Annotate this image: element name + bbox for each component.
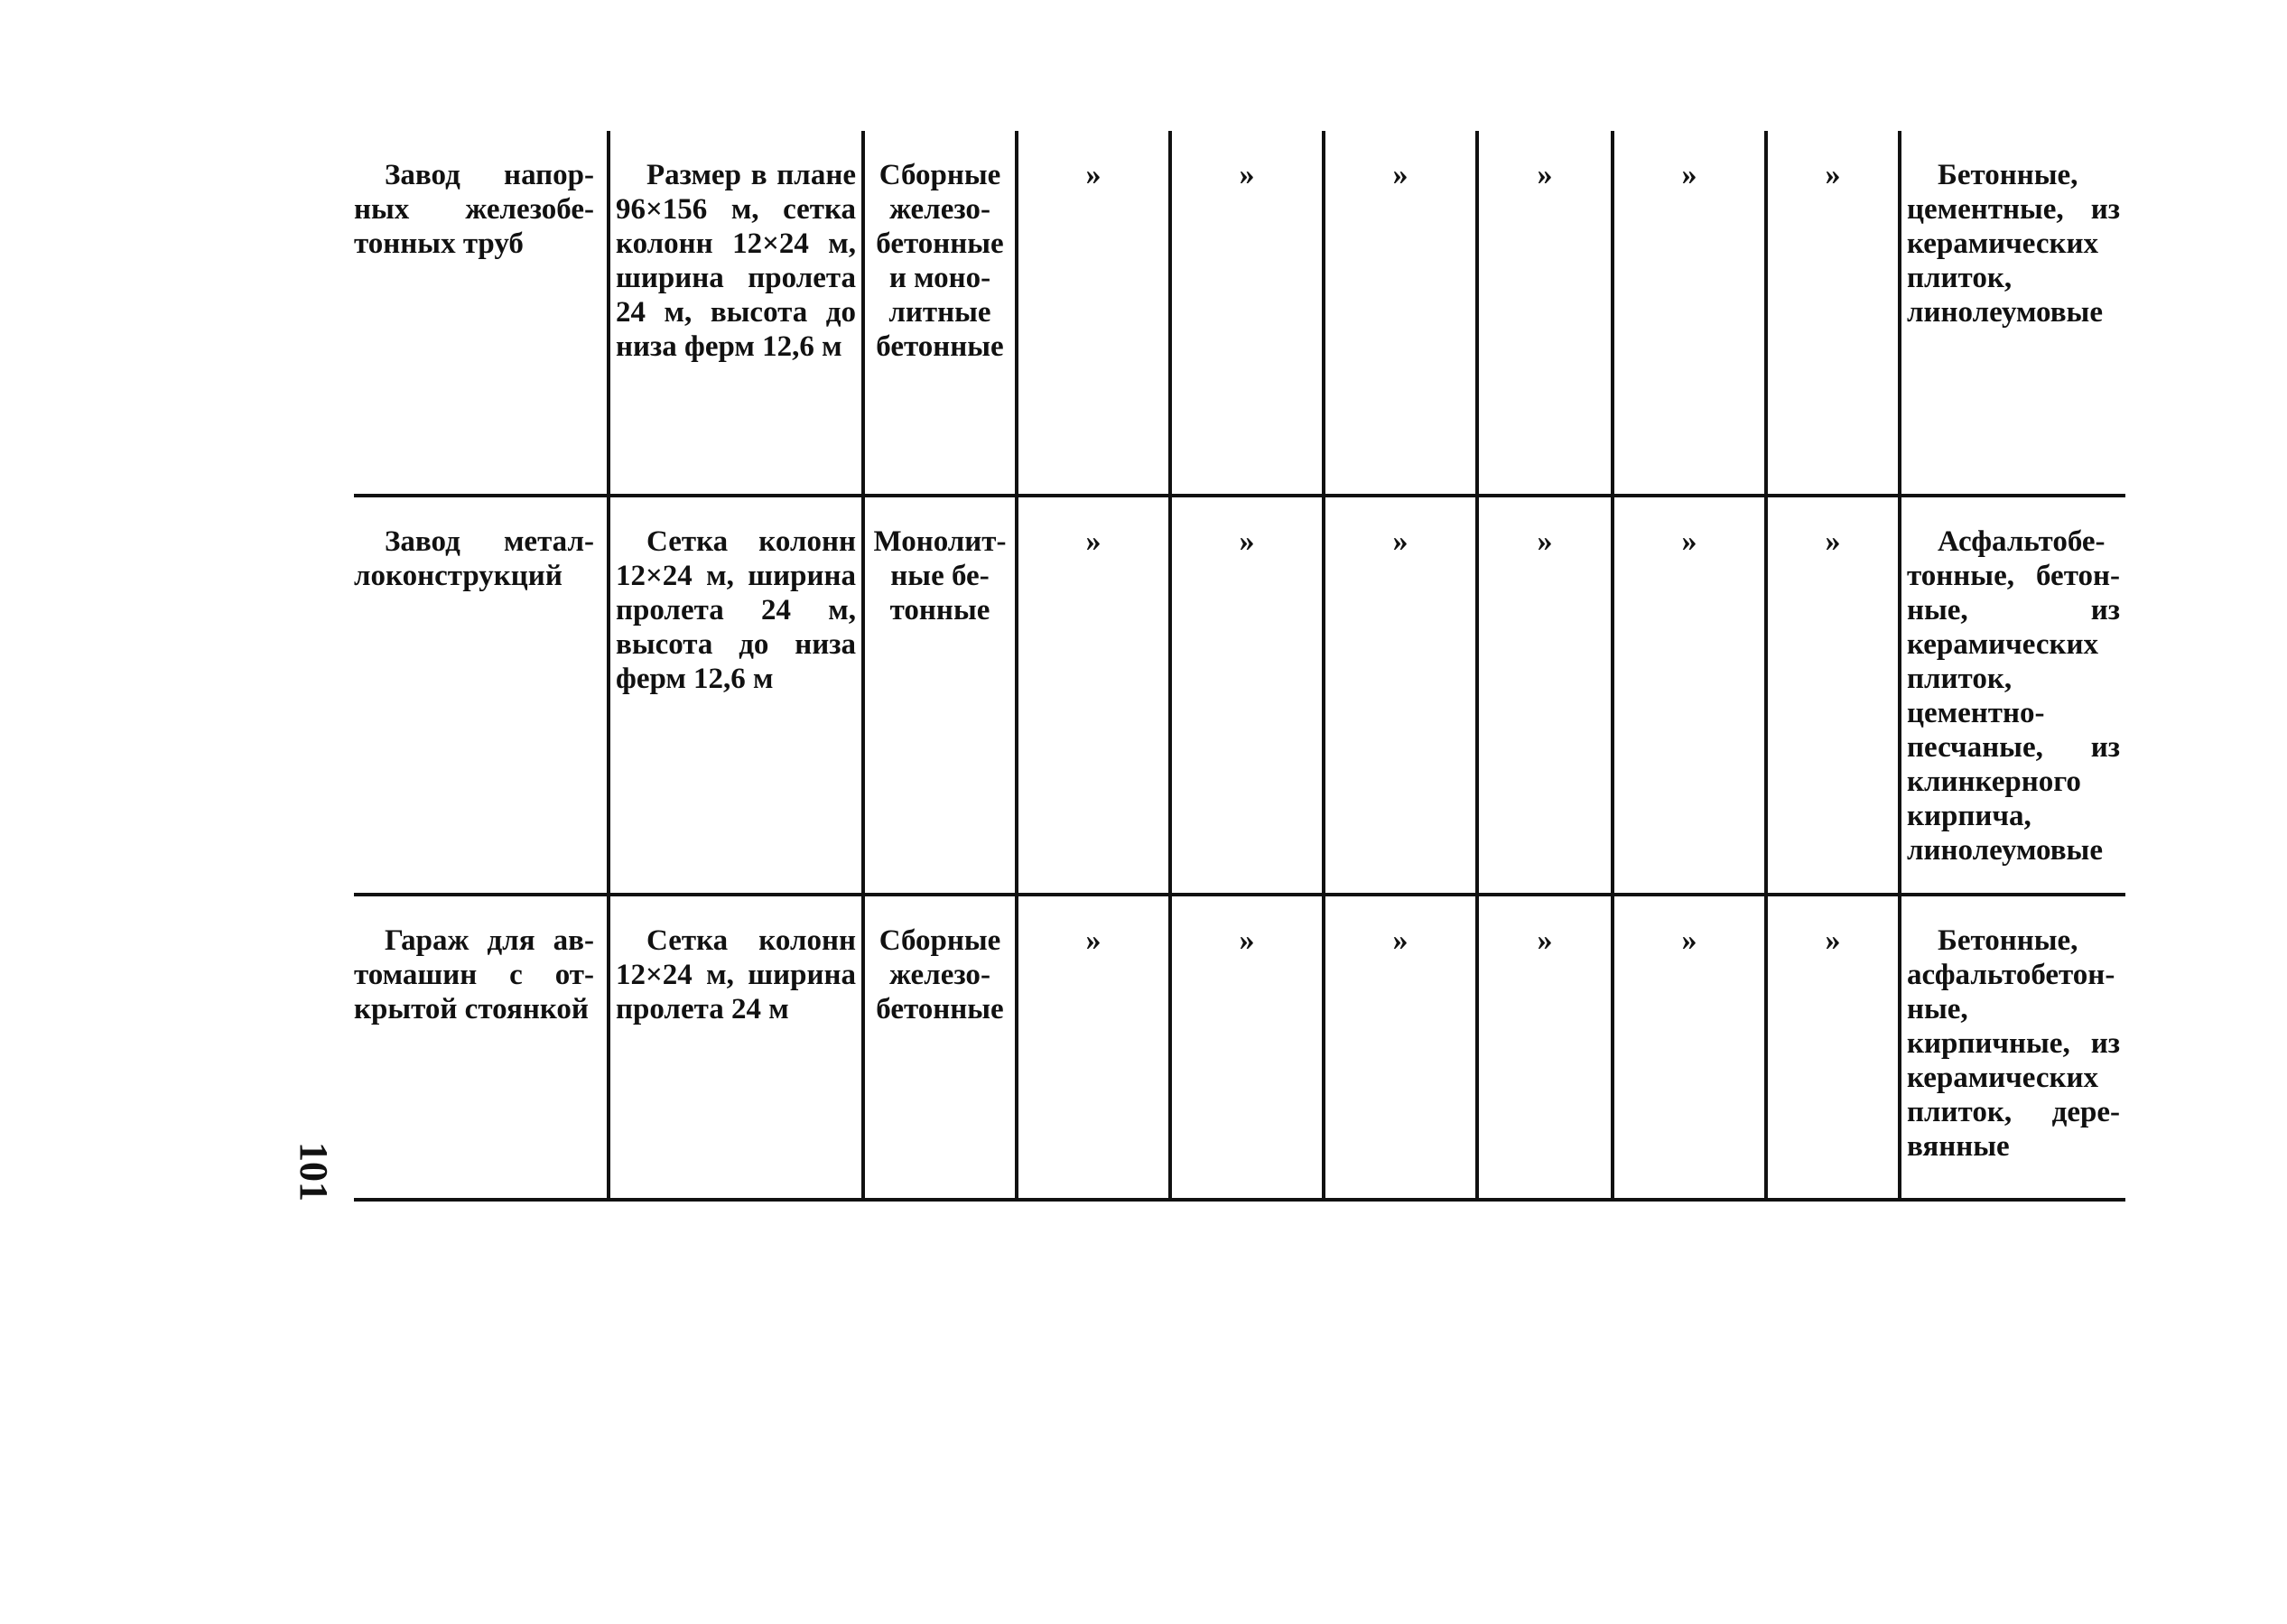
ditto-cell <box>1017 131 1170 496</box>
ditto-mark: » <box>1537 524 1553 558</box>
page-number: 101 <box>292 1142 337 1202</box>
ditto-mark: » <box>1537 158 1553 191</box>
object-name: Завод металлоконструкций <box>354 525 594 592</box>
object-name-cell <box>354 496 609 895</box>
ditto-mark: » <box>1239 524 1255 558</box>
construction-description: Сборные железобетонные и монолитные бетонные <box>876 159 1004 363</box>
floors-description: Бетонные, цементные, из керамических плиток, линолеумовые <box>1907 159 2120 329</box>
table-row <box>354 131 2125 496</box>
ditto-mark: » <box>1392 923 1408 957</box>
ditto-mark: » <box>1681 158 1697 191</box>
construction-cell <box>863 496 1017 895</box>
ditto-mark: » <box>1392 158 1408 191</box>
ditto-mark: » <box>1825 158 1841 191</box>
ditto-mark: » <box>1681 524 1697 558</box>
floors-cell <box>1900 496 2125 895</box>
ditto-mark: » <box>1825 524 1841 558</box>
table-row <box>354 496 2125 895</box>
construction-cell <box>863 895 1017 1200</box>
ditto-cell <box>1324 131 1477 496</box>
ditto-cell <box>1477 496 1613 895</box>
ditto-cell <box>1170 131 1324 496</box>
size-description: Сетка колонн 12×24 м, ширина пролета 24 м <box>616 924 856 1025</box>
ditto-cell <box>1766 496 1900 895</box>
size-description: Размер в плане 96×156 м, сетка колонн 12×24 м, ширина пролета 24 м, высота до низа ферм 12,6 м <box>616 159 856 363</box>
construction-table <box>354 131 2125 1202</box>
object-name-cell <box>354 131 609 496</box>
ditto-cell <box>1324 496 1477 895</box>
ditto-cell <box>1170 496 1324 895</box>
ditto-cell <box>1766 895 1900 1200</box>
size-cell <box>609 131 863 496</box>
ditto-cell <box>1017 895 1170 1200</box>
ditto-mark: » <box>1085 524 1102 558</box>
size-cell <box>609 496 863 895</box>
ditto-mark: » <box>1681 923 1697 957</box>
construction-cell <box>863 131 1017 496</box>
object-name-cell <box>354 895 609 1200</box>
ditto-cell <box>1324 895 1477 1200</box>
ditto-cell <box>1766 131 1900 496</box>
floors-cell <box>1900 131 2125 496</box>
construction-description: Сборные железобетонные <box>876 924 1004 1025</box>
ditto-cell <box>1613 496 1766 895</box>
table-row <box>354 895 2125 1200</box>
ditto-mark: » <box>1537 923 1553 957</box>
construction-description: Монолитные бетонные <box>873 525 1007 626</box>
ditto-cell <box>1017 496 1170 895</box>
ditto-mark: » <box>1392 524 1408 558</box>
ditto-mark: » <box>1239 923 1255 957</box>
size-cell <box>609 895 863 1200</box>
ditto-mark: » <box>1085 923 1102 957</box>
ditto-mark: » <box>1825 923 1841 957</box>
object-name: Завод напорных железобетонных труб <box>354 159 594 260</box>
floors-description: Асфальтобетонные, бетонные, из керамических плиток, цементно-песчаные, из клинкерного кирпича, линолеумовые <box>1907 525 2120 867</box>
ditto-cell <box>1613 131 1766 496</box>
ditto-mark: » <box>1085 158 1102 191</box>
ditto-cell <box>1477 131 1613 496</box>
ditto-cell <box>1170 895 1324 1200</box>
ditto-cell <box>1613 895 1766 1200</box>
floors-cell <box>1900 895 2125 1200</box>
ditto-cell <box>1477 895 1613 1200</box>
floors-description: Бетонные, асфальтобетонные, кирпичные, из керамических плиток, деревянные <box>1907 924 2120 1163</box>
ditto-mark: » <box>1239 158 1255 191</box>
size-description: Сетка колонн 12×24 м, ширина пролета 24 м, высота до низа ферм 12,6 м <box>616 525 856 695</box>
object-name: Гараж для автомашин с открытой стоянкой <box>354 924 594 1025</box>
